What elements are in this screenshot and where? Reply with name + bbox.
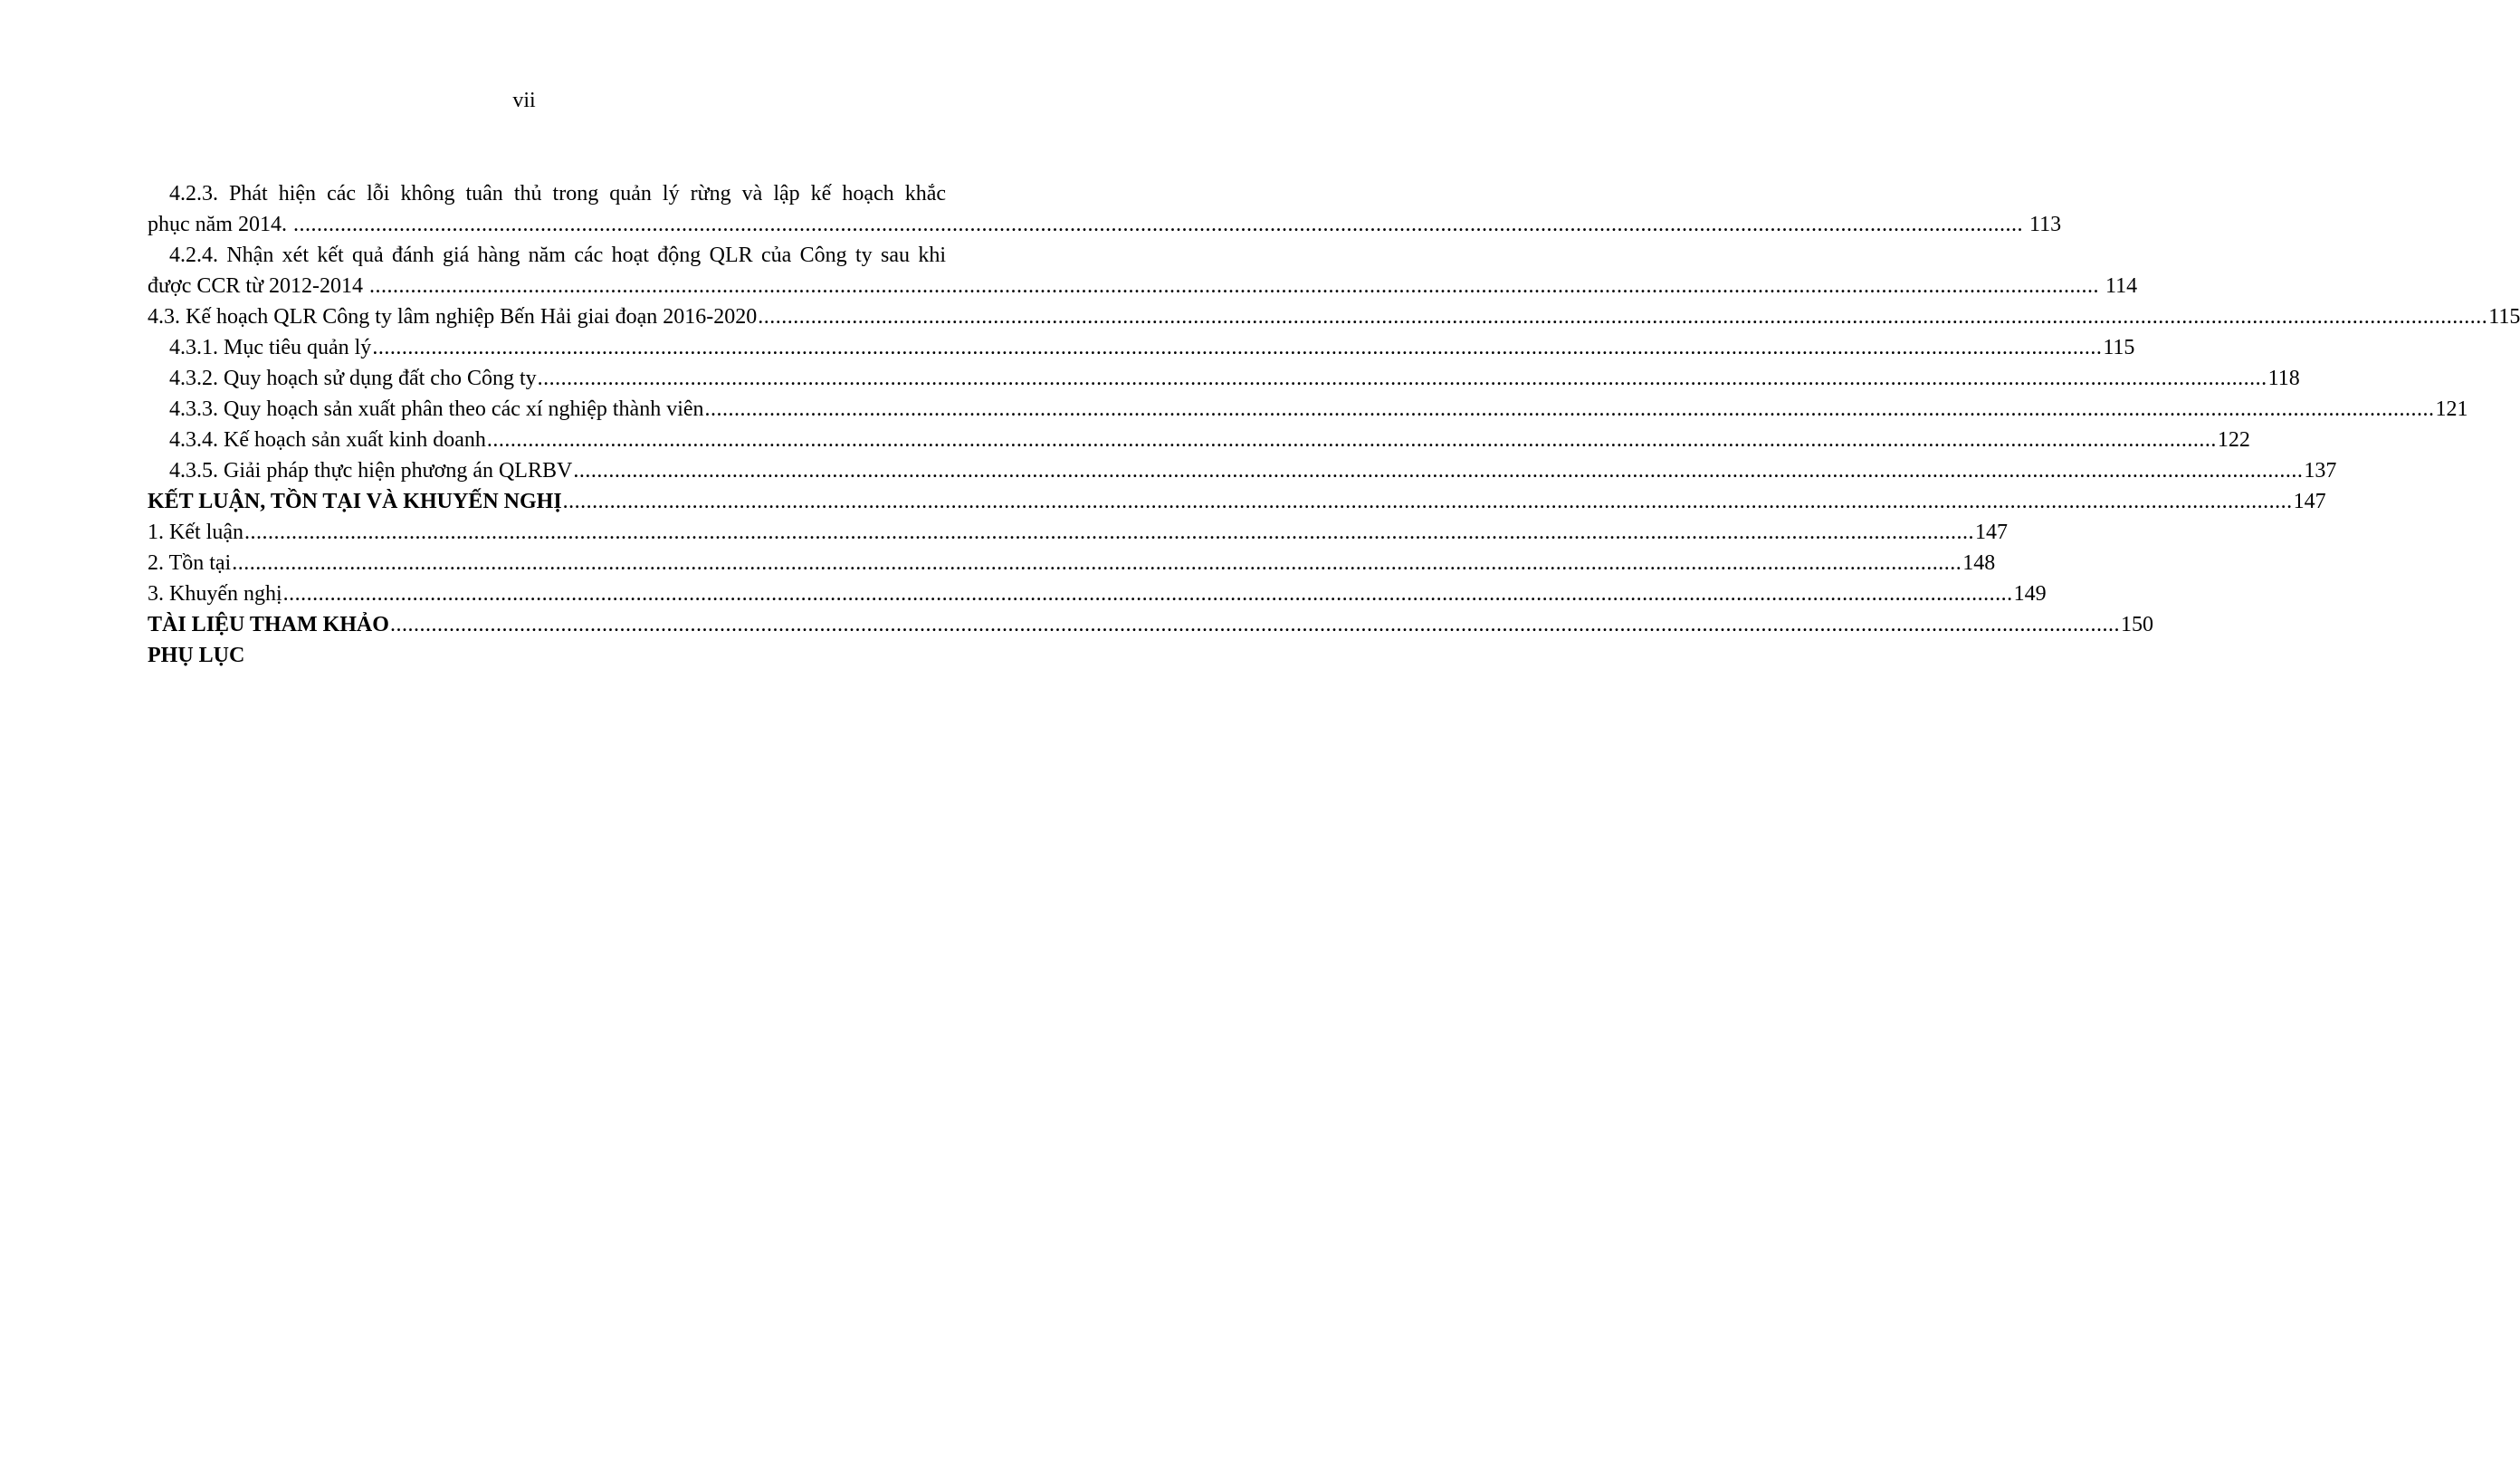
toc-entry-4-3-5[interactable]	[148, 455, 2337, 486]
toc-page-number: 113	[2028, 213, 2062, 236]
table-of-contents	[148, 178, 2520, 671]
toc-entry-title: KẾT LUẬN, TỒN TẠI VÀ KHUYẾN NGHỊ	[148, 490, 562, 513]
toc-entry-title: 2. Tồn tại	[148, 551, 232, 575]
toc-entry-4-3-1[interactable]	[148, 332, 2135, 363]
dot-leader	[369, 274, 2099, 298]
dot-leader	[372, 332, 2102, 363]
toc-page-number: 137	[2304, 459, 2337, 483]
toc-entry-4-3-4[interactable]	[148, 425, 2250, 455]
toc-page-number: 147	[2293, 490, 2326, 513]
toc-entry-title: 3. Khuyến nghị	[148, 582, 282, 606]
toc-page-number: 121	[2435, 397, 2468, 421]
toc-entry-title-line1: 4.2.4. Nhận xét kết quả đánh giá hàng năm các hoạt động QLR của Công ty sau khi	[169, 244, 946, 267]
toc-entry-3[interactable]	[148, 578, 2047, 609]
dot-leader	[563, 486, 2293, 517]
toc-entry-4-3-3[interactable]	[148, 394, 2468, 425]
toc-entry-title: 4.3.2. Quy hoạch sử dụng đất cho Công ty	[169, 367, 537, 390]
toc-entry-4-3-2[interactable]	[148, 363, 2300, 394]
toc-page-number: 114	[2105, 274, 2138, 298]
dot-leader	[487, 425, 2217, 455]
toc-entry-title-line2: được CCR từ 2012-2014	[148, 274, 369, 298]
dot-leader	[705, 394, 2435, 425]
toc-page-number: 115	[2103, 336, 2135, 359]
toc-entry-title: 4.3. Kế hoạch QLR Công ty lâm nghiệp Bến Hải giai đoạn 2016-2020	[148, 305, 758, 329]
toc-entry-2[interactable]	[148, 548, 1996, 578]
toc-entry-4-2-3[interactable]	[148, 178, 2062, 240]
toc-entry-tai-lieu[interactable]	[148, 609, 2153, 640]
toc-entry-phu-luc[interactable]	[148, 640, 946, 671]
dot-leader	[538, 363, 2267, 394]
toc-page-number: 147	[1974, 521, 2008, 544]
dot-leader	[244, 517, 1974, 548]
toc-entry-title: 4.3.5. Giải pháp thực hiện phương án QLRBV	[169, 459, 573, 483]
dot-leader	[232, 548, 1962, 578]
toc-entry-title: 4.3.1. Mục tiêu quản lý	[169, 336, 372, 359]
toc-entry-title: PHỤ LỤC	[148, 644, 245, 667]
toc-entry-ket-luan[interactable]	[148, 486, 2326, 517]
dot-leader	[758, 301, 2487, 332]
dot-leader	[293, 213, 2023, 236]
toc-entry-title: 4.3.3. Quy hoạch sản xuất phân theo các xí nghiệp thành viên	[169, 397, 704, 421]
page-number: vii	[512, 89, 536, 112]
toc-entry-title-line2: phục năm 2014.	[148, 213, 287, 236]
toc-page-number: 149	[2013, 582, 2047, 606]
toc-entry-title: 4.3.4. Kế hoạch sản xuất kinh doanh	[169, 428, 486, 452]
toc-entry-title-line1: 4.2.3. Phát hiện các lỗi không tuân thủ trong quản lý rừng và lập kế hoạch khắc	[169, 182, 946, 206]
toc-entry-1[interactable]	[148, 517, 2008, 548]
toc-page-number: 118	[2267, 367, 2300, 390]
toc-page-number: 150	[2120, 613, 2153, 636]
toc-entry-4-3[interactable]	[148, 301, 2520, 332]
toc-entry-title: TÀI LIỆU THAM KHẢO	[148, 613, 389, 636]
toc-page-number: 115	[2488, 305, 2520, 329]
dot-leader	[573, 455, 2303, 486]
toc-entry-title: 1. Kết luận	[148, 521, 243, 544]
toc-page-number: 122	[2217, 428, 2250, 452]
dot-leader	[283, 578, 2013, 609]
toc-entry-4-2-4[interactable]	[148, 240, 2138, 301]
dot-leader	[390, 609, 2120, 640]
toc-page-number: 148	[1962, 551, 1996, 575]
